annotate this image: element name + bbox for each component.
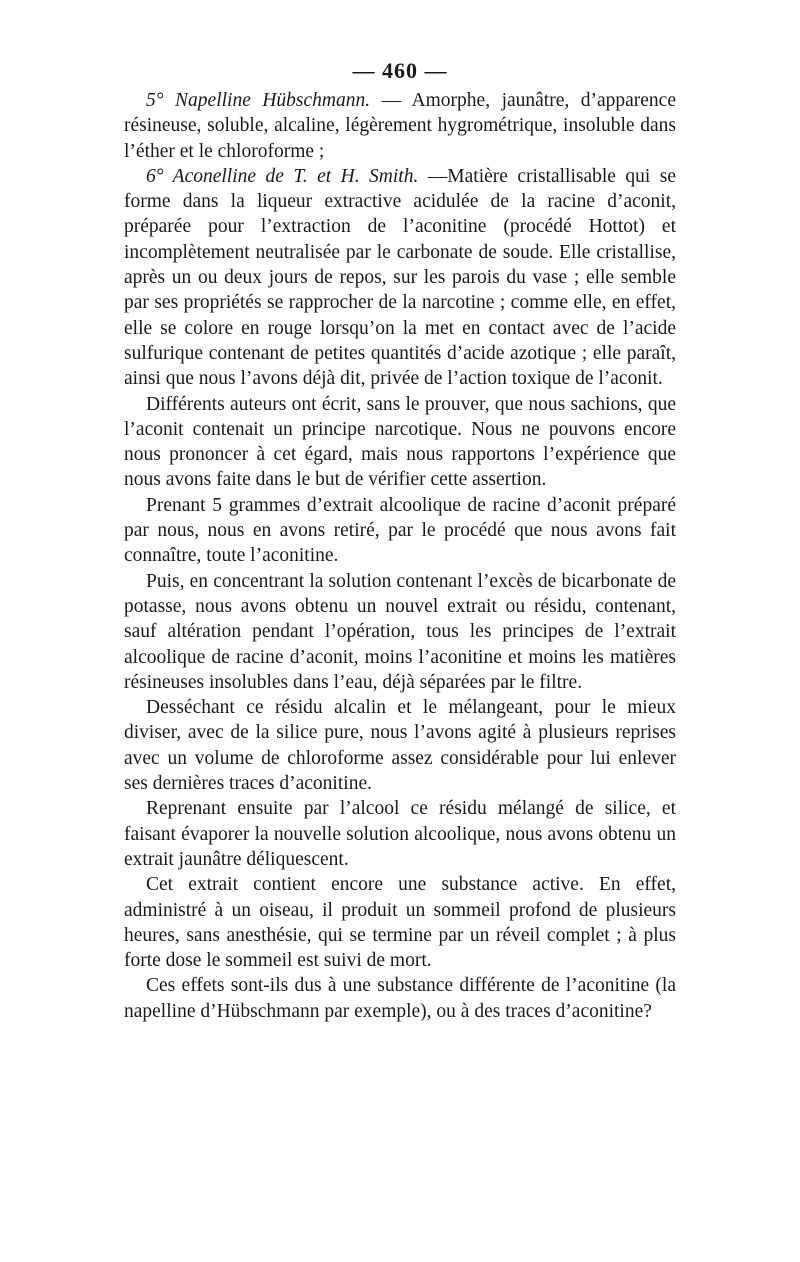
paragraph-lead: 5° Napelline Hübschmann. <box>146 90 371 111</box>
paragraph-napelline <box>124 88 676 164</box>
paragraph-text: —Matière cristallisable qui se forme dans la liqueur extractive acidulée de la racine d’aconit, préparée pour l’extraction de l’aconitine (procédé Hottot) et incomplètement neutralisée par le carbonate de soude. Elle cristallise, après un ou deux jours de repos, sur les parois du vase ; elle semble par ses propriétés se rapprocher de la narcotine ; comme elle, en effet, elle se colore en rouge lorsqu’on la met en contact avec de l’acide sulfurique contenant de petites quantités d’acide azotique ; elle paraît, ainsi que nous l’avons déjà dit, privée de l’action toxique de l’aconit. <box>124 165 677 390</box>
paragraph-text: Puis, en concentrant la solution contenant l’excès de bicarbonate de potasse, nous avons obtenu un nouvel extrait ou résidu, contenant, sauf altération pendant l’opération, tous les principes de l’extrait alcoolique de racine d’aconit, moins l’aconitine et moins les matières résineuses insolubles dans l’eau, déjà séparées par le filtre. <box>124 570 676 693</box>
paragraph-text: — Amorphe, jaunâtre, d’apparence résineuse, soluble, alcaline, légèrement hygrométrique, insoluble dans l’éther et le chloroforme ; <box>124 90 676 162</box>
paragraph-text: Différents auteurs ont écrit, sans le prouver, que nous sachions, que l’aconit contenait un principe narcotique. Nous ne pouvons encore nous prononcer à cet égard, mais nous rapportons l’expérience que nous avons faite dans le but de vérifier cette assertion. <box>124 393 676 491</box>
page-number: — 460 — <box>352 58 448 83</box>
paragraph <box>124 796 676 872</box>
body-text <box>124 88 676 1024</box>
paragraph <box>124 392 676 493</box>
paragraph-aconelline <box>124 164 676 392</box>
paragraph-lead: 6° Aconelline de T. et H. Smith. <box>146 165 419 187</box>
paragraph <box>124 973 676 1024</box>
paragraph-text: Reprenant ensuite par l’alcool ce résidu mélangé de silice, et faisant évaporer la nouvelle solution alcoolique, nous avons obtenu un extrait jaunâtre déliquescent. <box>124 798 676 870</box>
paragraph <box>124 872 676 973</box>
paragraph <box>124 695 676 796</box>
paragraph-text: Ces effets sont-ils dus à une substance différente de l’aconitine (la napelline d’Hübschmann par exemple), ou à des traces d’aconitine? <box>124 975 676 1022</box>
paragraph <box>124 493 676 569</box>
paragraph-text: Cet extrait contient encore une substance active. En effet, administré à un oiseau, il produit un sommeil profond de plusieurs heures, sans anesthésie, qui se termine par un réveil complet ; à plus forte dose le sommeil est suivi de mort. <box>124 874 676 972</box>
paragraph <box>124 569 676 695</box>
paragraph-text: Desséchant ce résidu alcalin et le mélangeant, pour le mieux diviser, avec de la silice pure, nous l’avons agité à plusieurs reprises avec un volume de chloroforme assez considérable pour lui enlever ses dernières traces d’aconitine. <box>124 697 676 795</box>
paragraph-text: Prenant 5 grammes d’extrait alcoolique de racine d’aconit préparé par nous, nous en avons retiré, par le procédé que nous avons fait connaître, toute l’aconitine. <box>124 494 676 567</box>
